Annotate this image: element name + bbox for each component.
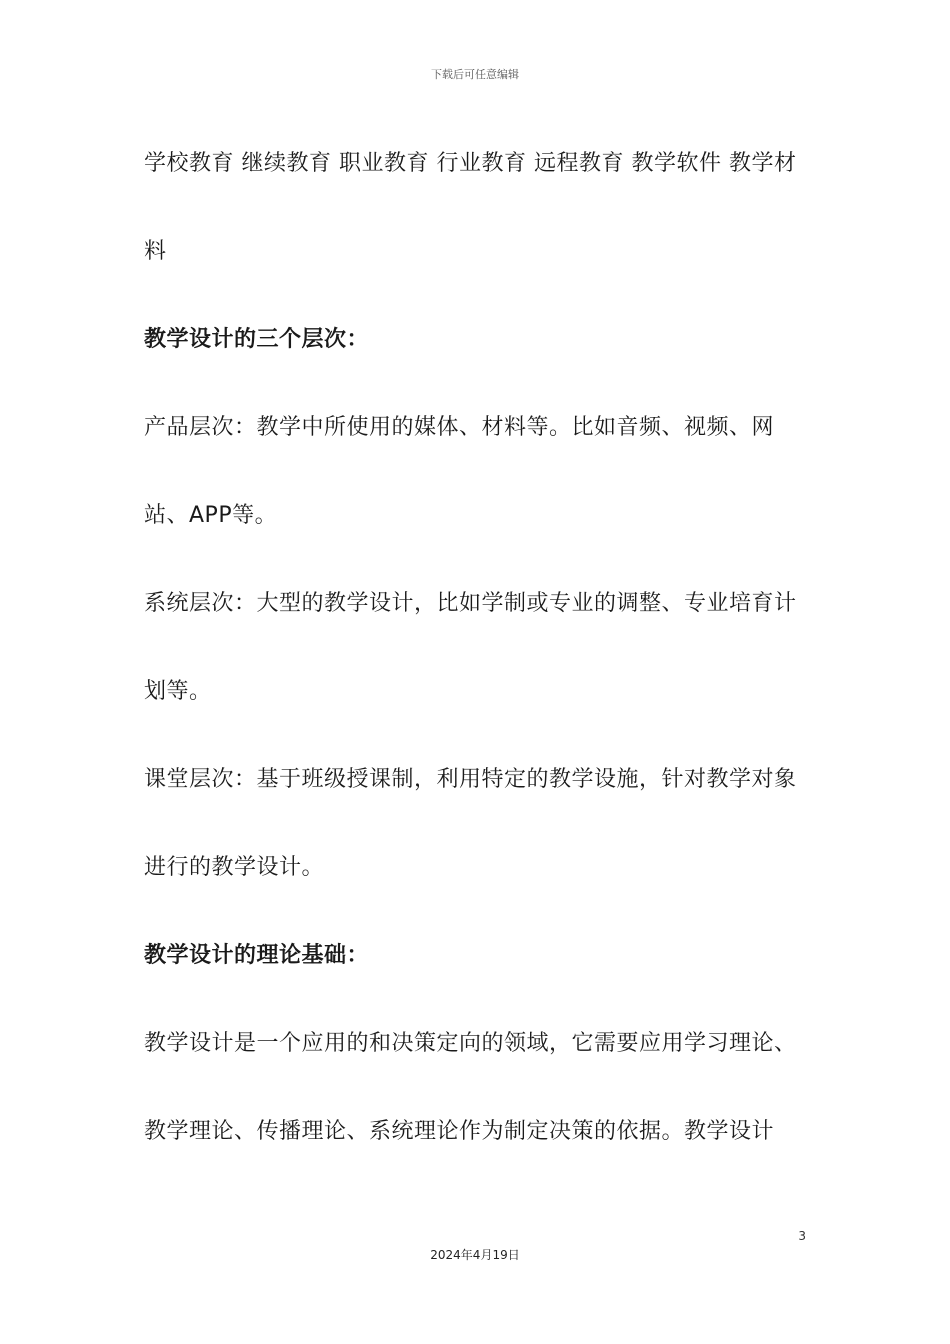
page-number: 3: [798, 1229, 806, 1243]
page-footer-date: 2024年4月19日: [430, 1248, 520, 1262]
paragraph-product-level: 产品层次：教学中所使用的媒体、材料等。比如音频、视频、网站、APP等。: [144, 415, 775, 528]
paragraph-classroom-level: 课堂层次：基于班级授课制，利用特定的教学设施，针对教学对象进行的教学设计。: [144, 767, 797, 880]
document-body: [144, 120, 808, 1176]
paragraph-system-level: 系统层次：大型的教学设计，比如学制或专业的调整、专业培育计划等。: [144, 591, 797, 704]
heading-three-levels: 教学设计的三个层次：: [144, 327, 370, 352]
heading-theory-basis: 教学设计的理论基础：: [144, 943, 370, 968]
paragraph-theory-basis: 教学设计是一个应用的和决策定向的领域，它需要应用学习理论、教学理论、传播理论、系统理论作为制定决策的依据。教学设计: [144, 1031, 797, 1144]
page-header: 下载后可任意编辑: [431, 68, 519, 81]
paragraph-education-types: 学校教育 继续教育 职业教育 行业教育 远程教育 教学软件 教学材料: [144, 151, 797, 264]
